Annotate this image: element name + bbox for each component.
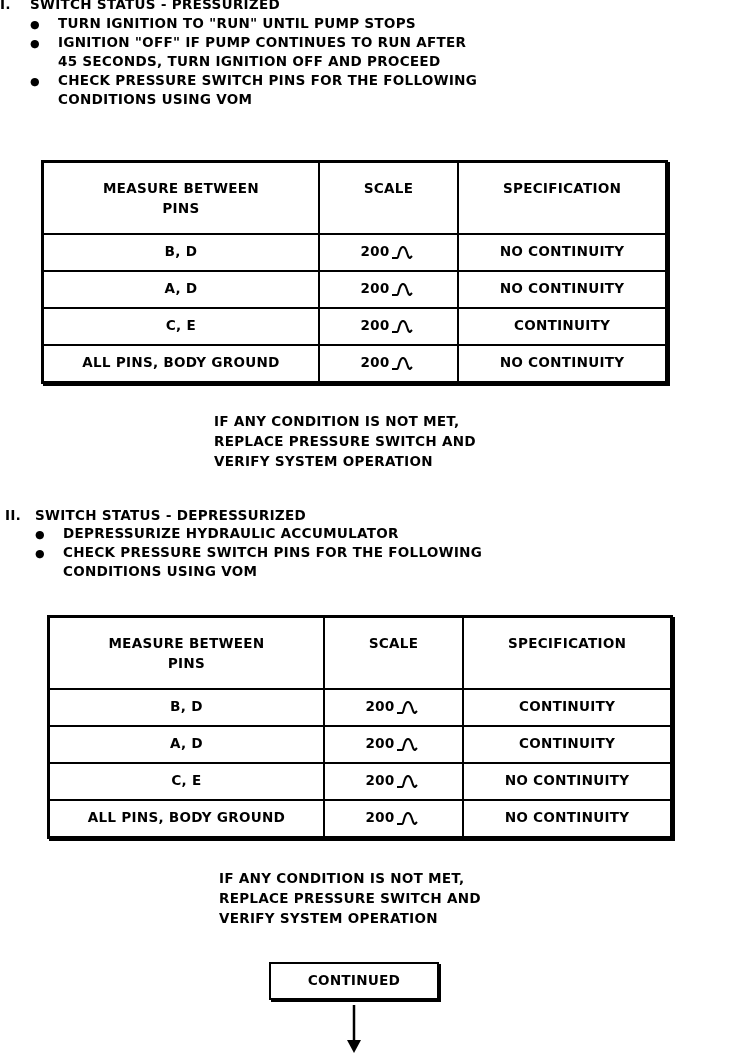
- bullet-icon: ●: [30, 75, 40, 88]
- table-header-row: [43, 162, 667, 234]
- column-header-scale: SCALE: [324, 617, 463, 689]
- table-row: [49, 800, 672, 838]
- list-item: ● DEPRESSURIZE HYDRAULIC ACCUMULATOR: [35, 526, 399, 542]
- section-1-note: IF ANY CONDITION IS NOT MET, REPLACE PRESSURE SWITCH AND VERIFY SYSTEM OPERATION: [214, 414, 476, 470]
- bullet-icon: ●: [30, 18, 40, 31]
- list-item: ● IGNITION "OFF" IF PUMP CONTINUES TO RUN AFTER: [30, 35, 467, 51]
- scale-cell: 200: [319, 234, 458, 271]
- ohm-symbol-icon: [396, 737, 422, 751]
- section-2-spec-table: [47, 615, 673, 839]
- scale-cell: 200: [319, 345, 458, 383]
- list-item-continuation: 45 SECONDS, TURN IGNITION OFF AND PROCEED: [58, 54, 441, 70]
- specification-cell: NO CONTINUITY: [458, 345, 666, 383]
- section-1-title: SWITCH STATUS - PRESSURIZED: [30, 0, 280, 13]
- pins-cell: B, D: [49, 689, 324, 726]
- section-2-bullets: [35, 525, 482, 582]
- section-1-heading: [0, 0, 280, 14]
- pins-cell: C, E: [43, 308, 319, 345]
- scale-cell: 200: [324, 800, 463, 838]
- specification-cell: NO CONTINUITY: [463, 763, 671, 800]
- bullet-icon: ●: [35, 528, 45, 541]
- pins-cell: A, D: [43, 271, 319, 308]
- list-item: ● CHECK PRESSURE SWITCH PINS FOR THE FOLLOWING: [35, 545, 483, 561]
- arrow-down-icon: [344, 1005, 364, 1054]
- pins-cell: B, D: [43, 234, 319, 271]
- continued-box: CONTINUED: [269, 962, 439, 1000]
- specification-cell: NO CONTINUITY: [458, 271, 666, 308]
- bullet-icon: ●: [30, 37, 40, 50]
- section-1-bullets: [30, 15, 477, 110]
- table-header-row: [49, 617, 672, 689]
- column-header-pins: MEASURE BETWEEN PINS: [43, 162, 319, 234]
- table-row: [43, 345, 667, 383]
- section-2-title: SWITCH STATUS - DEPRESSURIZED: [35, 508, 307, 524]
- scale-cell: 200: [324, 726, 463, 763]
- scale-cell: 200: [324, 689, 463, 726]
- column-header-specification: SPECIFICATION: [458, 162, 666, 234]
- ohm-symbol-icon: [391, 245, 417, 259]
- ohm-symbol-icon: [396, 774, 422, 788]
- specification-cell: CONTINUITY: [463, 726, 671, 763]
- table-row: [49, 689, 672, 726]
- specification-cell: CONTINUITY: [458, 308, 666, 345]
- table-row: [49, 726, 672, 763]
- section-1-numeral: I.: [0, 0, 11, 13]
- section-2-heading: [5, 507, 306, 525]
- scale-cell: 200: [324, 763, 463, 800]
- table-row: [49, 763, 672, 800]
- scale-cell: 200: [319, 271, 458, 308]
- bullet-icon: ●: [35, 547, 45, 560]
- column-header-pins: MEASURE BETWEEN PINS: [49, 617, 324, 689]
- table-row: [43, 271, 667, 308]
- list-item-continuation: CONDITIONS USING VOM: [63, 564, 258, 580]
- pins-cell: ALL PINS, BODY GROUND: [43, 345, 319, 383]
- ohm-symbol-icon: [391, 356, 417, 370]
- pins-cell: ALL PINS, BODY GROUND: [49, 800, 324, 838]
- column-header-specification: SPECIFICATION: [463, 617, 671, 689]
- ohm-symbol-icon: [391, 282, 417, 296]
- list-item: ● CHECK PRESSURE SWITCH PINS FOR THE FOLLOWING: [30, 73, 478, 89]
- section-2-numeral: II.: [5, 508, 22, 524]
- pins-cell: A, D: [49, 726, 324, 763]
- specification-cell: CONTINUITY: [463, 689, 671, 726]
- section-2-note: IF ANY CONDITION IS NOT MET, REPLACE PRESSURE SWITCH AND VERIFY SYSTEM OPERATION: [219, 871, 481, 927]
- column-header-scale: SCALE: [319, 162, 458, 234]
- ohm-symbol-icon: [396, 811, 422, 825]
- table-row: [43, 308, 667, 345]
- table-row: [43, 234, 667, 271]
- list-item: ● TURN IGNITION TO "RUN" UNTIL PUMP STOPS: [30, 16, 416, 32]
- ohm-symbol-icon: [396, 700, 422, 714]
- scale-cell: 200: [319, 308, 458, 345]
- specification-cell: NO CONTINUITY: [458, 234, 666, 271]
- ohm-symbol-icon: [391, 319, 417, 333]
- specification-cell: NO CONTINUITY: [463, 800, 671, 838]
- list-item-continuation: CONDITIONS USING VOM: [58, 92, 253, 108]
- section-1-spec-table: [41, 160, 668, 384]
- pins-cell: C, E: [49, 763, 324, 800]
